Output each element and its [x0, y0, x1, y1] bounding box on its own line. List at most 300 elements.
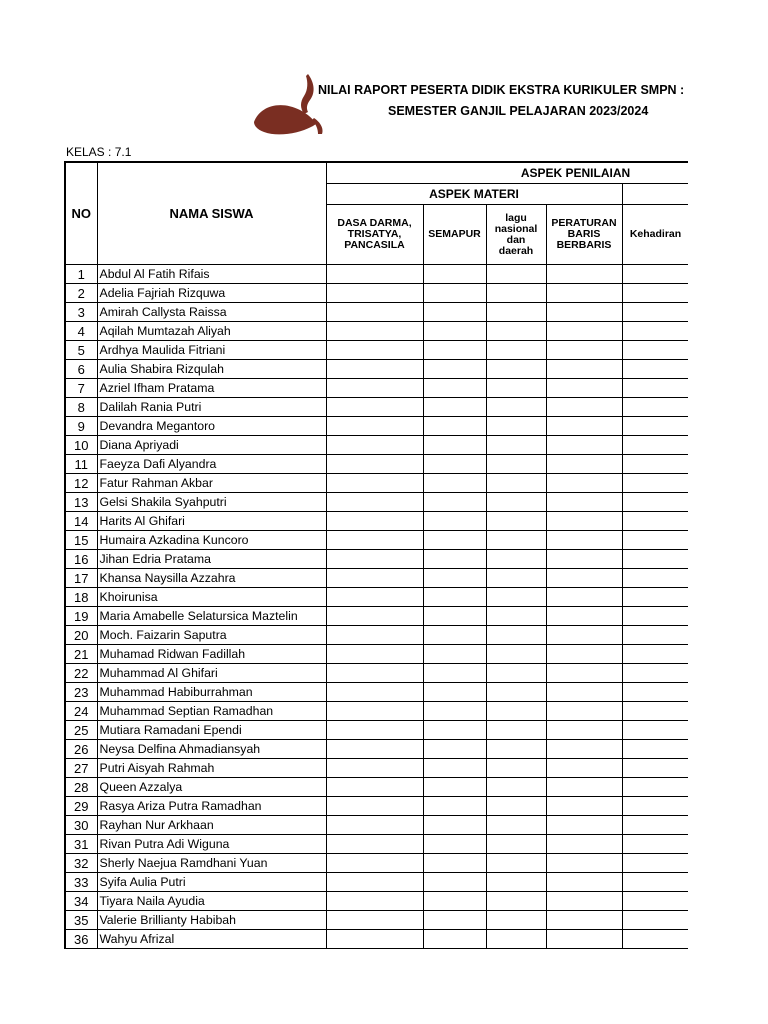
- grade-cell[interactable]: [486, 854, 546, 873]
- grade-cell[interactable]: [326, 930, 423, 949]
- grade-cell[interactable]: [546, 683, 622, 702]
- student-name: Devandra Megantoro: [97, 417, 326, 436]
- grade-cell[interactable]: [622, 531, 688, 550]
- grade-cell[interactable]: [326, 341, 423, 360]
- grade-cell[interactable]: [622, 398, 688, 417]
- grade-cell[interactable]: [622, 474, 688, 493]
- table-row: [65, 588, 688, 607]
- grade-cell[interactable]: [423, 911, 486, 930]
- table-row: [65, 835, 688, 854]
- grade-cell[interactable]: [546, 417, 622, 436]
- grade-cell[interactable]: [423, 588, 486, 607]
- grade-cell[interactable]: [546, 531, 622, 550]
- grade-cell[interactable]: [622, 303, 688, 322]
- student-number: 30: [65, 816, 97, 835]
- grade-cell[interactable]: [546, 835, 622, 854]
- grade-cell[interactable]: [423, 360, 486, 379]
- grade-cell[interactable]: [326, 626, 423, 645]
- grade-cell[interactable]: [423, 303, 486, 322]
- grade-cell[interactable]: [326, 721, 423, 740]
- student-name: Rasya Ariza Putra Ramadhan: [97, 797, 326, 816]
- grade-cell[interactable]: [486, 702, 546, 721]
- table-row: [65, 531, 688, 550]
- grade-cell[interactable]: [622, 569, 688, 588]
- student-name: Queen Azzalya: [97, 778, 326, 797]
- grade-cell[interactable]: [326, 892, 423, 911]
- grade-cell[interactable]: [486, 664, 546, 683]
- student-number: 1: [65, 265, 97, 284]
- grade-cell[interactable]: [546, 303, 622, 322]
- grade-cell[interactable]: [486, 455, 546, 474]
- grade-cell[interactable]: [622, 854, 688, 873]
- grade-cell[interactable]: [326, 436, 423, 455]
- grade-cell[interactable]: [622, 683, 688, 702]
- grade-cell[interactable]: [423, 550, 486, 569]
- column-header-semapur: [423, 205, 486, 265]
- grade-cell[interactable]: [486, 569, 546, 588]
- student-number: 24: [65, 702, 97, 721]
- grade-cell[interactable]: [546, 550, 622, 569]
- student-name: Syifa Aulia Putri: [97, 873, 326, 892]
- student-name: Muhammad Al Ghifari: [97, 664, 326, 683]
- student-number: 32: [65, 854, 97, 873]
- grade-cell[interactable]: [326, 645, 423, 664]
- student-number: 26: [65, 740, 97, 759]
- column-header-lagu-nasional: [486, 205, 546, 265]
- student-number: 2: [65, 284, 97, 303]
- grade-cell[interactable]: [326, 512, 423, 531]
- grade-cell[interactable]: [622, 360, 688, 379]
- grade-cell[interactable]: [486, 607, 546, 626]
- grade-cell[interactable]: [622, 626, 688, 645]
- student-number: 22: [65, 664, 97, 683]
- grade-cell[interactable]: [423, 721, 486, 740]
- student-name: Tiyara Naila Ayudia: [97, 892, 326, 911]
- table-row: [65, 759, 688, 778]
- table-row: [65, 341, 688, 360]
- student-number: 34: [65, 892, 97, 911]
- student-name: Sherly Naejua Ramdhani Yuan: [97, 854, 326, 873]
- grade-cell[interactable]: [326, 569, 423, 588]
- grade-cell[interactable]: [326, 284, 423, 303]
- grade-cell[interactable]: [326, 303, 423, 322]
- grade-cell[interactable]: [423, 892, 486, 911]
- grade-cell[interactable]: [622, 911, 688, 930]
- student-number: 21: [65, 645, 97, 664]
- grade-cell[interactable]: [622, 322, 688, 341]
- table-row: [65, 873, 688, 892]
- student-number: 33: [65, 873, 97, 892]
- table-row: [65, 284, 688, 303]
- student-number: 16: [65, 550, 97, 569]
- grade-cell[interactable]: [622, 721, 688, 740]
- grade-cell[interactable]: [486, 474, 546, 493]
- grade-cell[interactable]: [326, 398, 423, 417]
- grade-cell[interactable]: [326, 588, 423, 607]
- grade-cell[interactable]: [622, 892, 688, 911]
- grade-cell[interactable]: [622, 835, 688, 854]
- table-row: [65, 797, 688, 816]
- student-number: 25: [65, 721, 97, 740]
- student-number: 18: [65, 588, 97, 607]
- grade-cell[interactable]: [326, 854, 423, 873]
- grade-cell[interactable]: [622, 607, 688, 626]
- report-title: NILAI RAPORT PESERTA DIDIK EKSTRA KURIKULER SMPN :: [318, 83, 685, 97]
- grade-cell[interactable]: [423, 683, 486, 702]
- grade-cell[interactable]: [622, 930, 688, 949]
- grade-cell[interactable]: [423, 436, 486, 455]
- grade-cell[interactable]: [423, 455, 486, 474]
- table-row: [65, 417, 688, 436]
- table-row: [65, 379, 688, 398]
- grade-cell[interactable]: [423, 265, 486, 284]
- student-number: 20: [65, 626, 97, 645]
- column-header-line: DASA DARMA,: [337, 217, 412, 229]
- grade-cell[interactable]: [423, 322, 486, 341]
- grade-cell[interactable]: [326, 911, 423, 930]
- grade-cell[interactable]: [423, 854, 486, 873]
- grade-cell[interactable]: [486, 873, 546, 892]
- column-header-no: NO: [65, 162, 97, 265]
- table-row: [65, 436, 688, 455]
- student-name: Mutiara Ramadani Ependi: [97, 721, 326, 740]
- grade-cell[interactable]: [622, 341, 688, 360]
- grade-cell[interactable]: [486, 683, 546, 702]
- grade-cell[interactable]: [546, 493, 622, 512]
- report-subtitle: SEMESTER GANJIL PELAJARAN 2023/2024: [388, 104, 649, 118]
- grade-cell[interactable]: [423, 778, 486, 797]
- student-name: Khoirunisa: [97, 588, 326, 607]
- grade-cell[interactable]: [486, 816, 546, 835]
- student-number: 19: [65, 607, 97, 626]
- student-name: Maria Amabelle Selatursica Maztelin: [97, 607, 326, 626]
- grade-cell[interactable]: [486, 721, 546, 740]
- column-header-line: Kehadiran: [629, 228, 682, 240]
- grade-cell[interactable]: [326, 797, 423, 816]
- grade-cell[interactable]: [326, 322, 423, 341]
- column-header-peraturan-baris-berbaris: [546, 205, 622, 265]
- grade-cell[interactable]: [546, 778, 622, 797]
- grade-cell[interactable]: [546, 436, 622, 455]
- grade-cell[interactable]: [622, 455, 688, 474]
- grade-cell[interactable]: [423, 398, 486, 417]
- student-number: 28: [65, 778, 97, 797]
- table-row: [65, 911, 688, 930]
- grade-cell[interactable]: [326, 664, 423, 683]
- student-name: Diana Apriyadi: [97, 436, 326, 455]
- grade-cell[interactable]: [486, 835, 546, 854]
- grade-cell[interactable]: [546, 265, 622, 284]
- column-header-line: BARIS: [567, 228, 601, 240]
- grade-cell[interactable]: [326, 455, 423, 474]
- student-name: Gelsi Shakila Syahputri: [97, 493, 326, 512]
- table-row: [65, 740, 688, 759]
- grade-cell[interactable]: [486, 341, 546, 360]
- student-number: 8: [65, 398, 97, 417]
- grade-cell[interactable]: [486, 911, 546, 930]
- table-row: [65, 778, 688, 797]
- table-row: [65, 569, 688, 588]
- grade-cell[interactable]: [622, 759, 688, 778]
- grade-cell[interactable]: [546, 474, 622, 493]
- grade-cell[interactable]: [486, 531, 546, 550]
- grade-cell[interactable]: [486, 930, 546, 949]
- grade-cell[interactable]: [546, 759, 622, 778]
- grade-cell[interactable]: [546, 512, 622, 531]
- student-name: Neysa Delfina Ahmadiansyah: [97, 740, 326, 759]
- aspek-materi-header: ASPEK MATERI: [326, 184, 622, 205]
- grade-cell[interactable]: [423, 626, 486, 645]
- grade-cell[interactable]: [622, 778, 688, 797]
- student-name: Abdul Al Fatih Rifais: [97, 265, 326, 284]
- student-name: Azriel Ifham Pratama: [97, 379, 326, 398]
- grade-cell[interactable]: [423, 740, 486, 759]
- student-name: Khansa Naysilla Azzahra: [97, 569, 326, 588]
- grade-cell[interactable]: [486, 322, 546, 341]
- grade-cell[interactable]: [423, 702, 486, 721]
- grade-cell[interactable]: [546, 892, 622, 911]
- student-number: 27: [65, 759, 97, 778]
- student-name: Muhamad Ridwan Fadillah: [97, 645, 326, 664]
- grade-cell[interactable]: [326, 740, 423, 759]
- grade-cell[interactable]: [326, 702, 423, 721]
- grade-cell[interactable]: [486, 417, 546, 436]
- column-header-dasa-darma: [326, 205, 423, 265]
- grade-cell[interactable]: [486, 493, 546, 512]
- column-header-nama: NAMA SISWA: [97, 162, 326, 265]
- grade-cell[interactable]: [423, 645, 486, 664]
- grade-cell[interactable]: [546, 569, 622, 588]
- grade-cell[interactable]: [622, 645, 688, 664]
- table-row: [65, 892, 688, 911]
- table-row: [65, 512, 688, 531]
- table-row: [65, 854, 688, 873]
- student-number: 5: [65, 341, 97, 360]
- student-name: Muhammad Habiburrahman: [97, 683, 326, 702]
- student-name: Aulia Shabira Rizqulah: [97, 360, 326, 379]
- grade-cell[interactable]: [546, 379, 622, 398]
- table-row: [65, 360, 688, 379]
- grade-cell[interactable]: [486, 398, 546, 417]
- grade-cell[interactable]: [622, 284, 688, 303]
- table-row: [65, 645, 688, 664]
- grade-cell[interactable]: [423, 379, 486, 398]
- grade-cell[interactable]: [546, 702, 622, 721]
- grade-cell[interactable]: [546, 455, 622, 474]
- table-row: [65, 607, 688, 626]
- grade-cell[interactable]: [423, 512, 486, 531]
- grade-cell[interactable]: [326, 683, 423, 702]
- student-number: 7: [65, 379, 97, 398]
- grade-cell[interactable]: [546, 740, 622, 759]
- student-number: 4: [65, 322, 97, 341]
- grade-cell[interactable]: [622, 702, 688, 721]
- student-number: 29: [65, 797, 97, 816]
- student-number: 23: [65, 683, 97, 702]
- grade-cell[interactable]: [486, 379, 546, 398]
- column-header-line: PANCASILA: [344, 239, 405, 251]
- table-row: [65, 550, 688, 569]
- grade-cell[interactable]: [423, 664, 486, 683]
- grade-cell[interactable]: [423, 474, 486, 493]
- column-header-line: BERBARIS: [556, 239, 612, 251]
- student-name: Wahyu Afrizal: [97, 930, 326, 949]
- grade-cell[interactable]: [622, 816, 688, 835]
- grade-sheet: [64, 161, 688, 956]
- grade-cell[interactable]: [326, 379, 423, 398]
- grade-cell[interactable]: [546, 911, 622, 930]
- grade-cell[interactable]: [326, 493, 423, 512]
- table-row: [65, 702, 688, 721]
- grade-cell[interactable]: [423, 873, 486, 892]
- grade-cell[interactable]: [326, 265, 423, 284]
- grade-cell[interactable]: [622, 512, 688, 531]
- grade-cell[interactable]: [546, 284, 622, 303]
- grade-cell[interactable]: [622, 417, 688, 436]
- grade-cell[interactable]: [546, 816, 622, 835]
- grade-cell[interactable]: [486, 436, 546, 455]
- grade-cell[interactable]: [326, 778, 423, 797]
- student-number: 14: [65, 512, 97, 531]
- grade-cell[interactable]: [423, 493, 486, 512]
- grade-cell[interactable]: [423, 607, 486, 626]
- grade-cell[interactable]: [486, 265, 546, 284]
- grade-cell[interactable]: [486, 740, 546, 759]
- grade-cell[interactable]: [423, 531, 486, 550]
- grade-cell[interactable]: [326, 873, 423, 892]
- column-header-kehadiran: [622, 205, 688, 265]
- grade-cell[interactable]: [622, 740, 688, 759]
- aspek-other-header: [622, 184, 688, 205]
- student-number: 11: [65, 455, 97, 474]
- tunas-kelapa-logo-icon: [250, 66, 326, 140]
- grade-cell[interactable]: [622, 379, 688, 398]
- grade-cell[interactable]: [546, 626, 622, 645]
- grade-cell[interactable]: [486, 588, 546, 607]
- grade-cell[interactable]: [486, 360, 546, 379]
- grade-cell[interactable]: [326, 360, 423, 379]
- grade-cell[interactable]: [546, 873, 622, 892]
- class-label: KELAS : 7.1: [66, 145, 132, 159]
- grade-cell[interactable]: [486, 512, 546, 531]
- grade-cell[interactable]: [546, 398, 622, 417]
- grade-cell[interactable]: [326, 550, 423, 569]
- student-number: 17: [65, 569, 97, 588]
- grade-cell[interactable]: [622, 873, 688, 892]
- student-number: 6: [65, 360, 97, 379]
- grade-cell[interactable]: [423, 835, 486, 854]
- grade-cell[interactable]: [546, 588, 622, 607]
- student-number: 31: [65, 835, 97, 854]
- student-number: 35: [65, 911, 97, 930]
- table-row: [65, 664, 688, 683]
- grade-cell[interactable]: [326, 607, 423, 626]
- grade-cell[interactable]: [423, 797, 486, 816]
- grade-cell[interactable]: [423, 417, 486, 436]
- grade-cell[interactable]: [486, 892, 546, 911]
- grade-cell[interactable]: [423, 284, 486, 303]
- column-header-line: nasional: [494, 222, 538, 235]
- grade-cell[interactable]: [326, 816, 423, 835]
- student-number: 9: [65, 417, 97, 436]
- grade-cell[interactable]: [326, 417, 423, 436]
- grade-cell[interactable]: [622, 265, 688, 284]
- student-name: Harits Al Ghifari: [97, 512, 326, 531]
- grade-cell[interactable]: [546, 645, 622, 664]
- student-name: Aqilah Mumtazah Aliyah: [97, 322, 326, 341]
- grade-cell[interactable]: [486, 778, 546, 797]
- column-header-line: dan: [506, 233, 526, 246]
- student-number: 3: [65, 303, 97, 322]
- student-name: Faeyza Dafi Alyandra: [97, 455, 326, 474]
- student-number: 15: [65, 531, 97, 550]
- table-row: [65, 455, 688, 474]
- table-row: [65, 398, 688, 417]
- grade-cell[interactable]: [326, 474, 423, 493]
- student-number: 10: [65, 436, 97, 455]
- student-name: Adelia Fajriah Rizquwa: [97, 284, 326, 303]
- table-row: [65, 474, 688, 493]
- grade-table: [64, 161, 688, 949]
- table-row: [65, 816, 688, 835]
- grade-cell[interactable]: [486, 797, 546, 816]
- student-name: Dalilah Rania Putri: [97, 398, 326, 417]
- grade-cell[interactable]: [546, 797, 622, 816]
- grade-cell[interactable]: [486, 626, 546, 645]
- grade-cell[interactable]: [423, 759, 486, 778]
- grade-cell[interactable]: [326, 835, 423, 854]
- grade-cell[interactable]: [622, 493, 688, 512]
- grade-cell[interactable]: [486, 645, 546, 664]
- grade-cell[interactable]: [622, 436, 688, 455]
- grade-cell[interactable]: [622, 797, 688, 816]
- grade-cell[interactable]: [486, 550, 546, 569]
- grade-cell[interactable]: [486, 759, 546, 778]
- grade-cell[interactable]: [423, 816, 486, 835]
- grade-cell[interactable]: [423, 569, 486, 588]
- grade-cell[interactable]: [622, 550, 688, 569]
- grade-cell[interactable]: [546, 341, 622, 360]
- grade-cell[interactable]: [622, 588, 688, 607]
- student-name: Jihan Edria Pratama: [97, 550, 326, 569]
- table-row: [65, 930, 688, 949]
- student-name: Rivan Putra Adi Wiguna: [97, 835, 326, 854]
- grade-cell[interactable]: [546, 607, 622, 626]
- table-row: [65, 721, 688, 740]
- student-name: Amirah Callysta Raissa: [97, 303, 326, 322]
- grade-cell[interactable]: [486, 284, 546, 303]
- grade-cell[interactable]: [423, 341, 486, 360]
- aspek-penilaian-header: ASPEK PENILAIAN: [326, 162, 688, 184]
- student-name: Valerie Brillianty Habibah: [97, 911, 326, 930]
- grade-cell[interactable]: [546, 664, 622, 683]
- student-name: Fatur Rahman Akbar: [97, 474, 326, 493]
- student-number: 12: [65, 474, 97, 493]
- grade-cell[interactable]: [546, 854, 622, 873]
- grade-cell[interactable]: [546, 930, 622, 949]
- grade-cell[interactable]: [423, 930, 486, 949]
- column-header-line: lagu: [505, 211, 527, 224]
- grade-cell[interactable]: [326, 531, 423, 550]
- grade-cell[interactable]: [326, 759, 423, 778]
- grade-cell[interactable]: [546, 721, 622, 740]
- grade-cell[interactable]: [622, 664, 688, 683]
- grade-cell[interactable]: [486, 303, 546, 322]
- grade-cell[interactable]: [546, 360, 622, 379]
- table-row: [65, 265, 688, 284]
- student-name: Humaira Azkadina Kuncoro: [97, 531, 326, 550]
- grade-cell[interactable]: [546, 322, 622, 341]
